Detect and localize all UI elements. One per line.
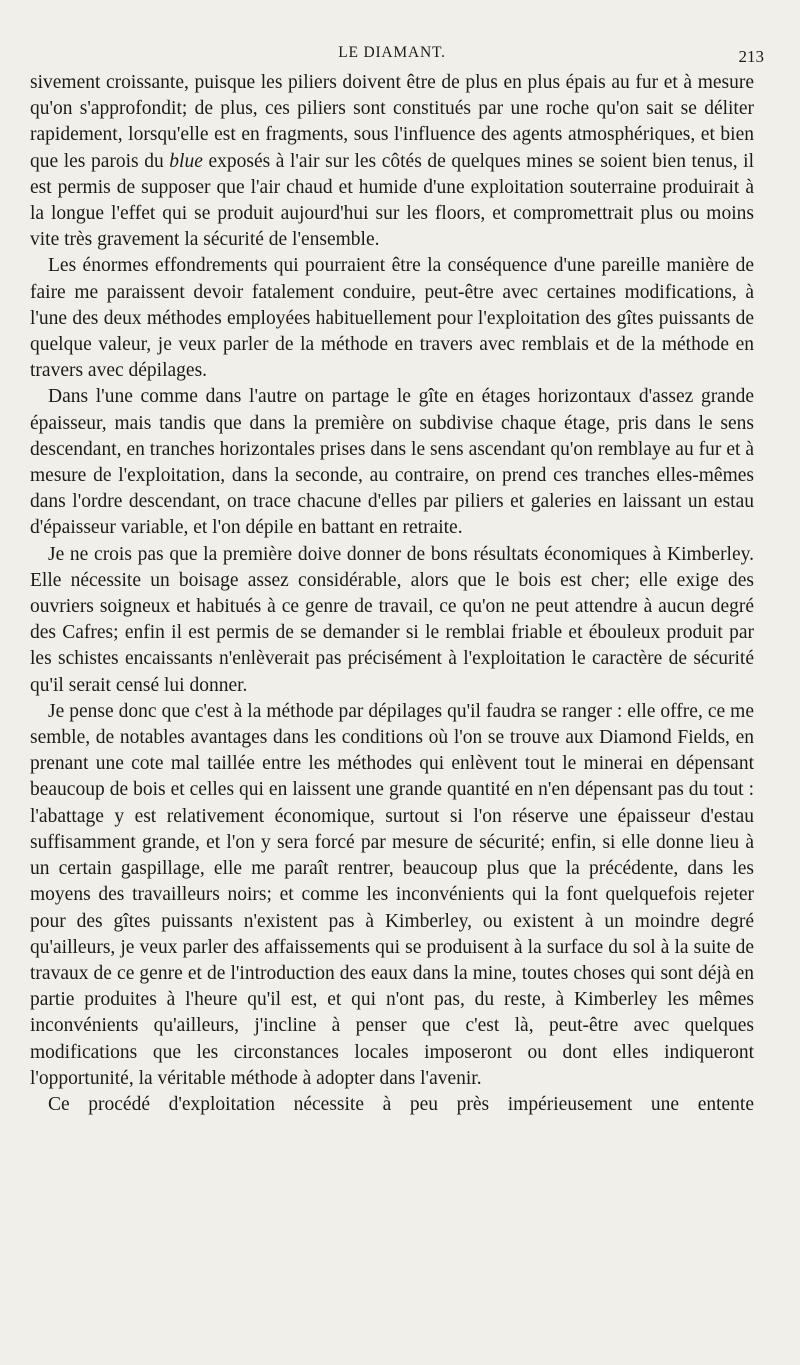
- paragraph-text-before: sivement croissante, puisque les piliers doivent être de plus en plus épais au fur et à mesure qu'on s'approfondit; de plus, ces piliers sont constitués par une roche qu'on sait se déliter rapidement, lorsqu'elle est en fragments, sous l'influence des agents atmosphériques, et bien que les parois du: [30, 72, 754, 172]
- running-header: [30, 0, 764, 70]
- paragraph-etages: Dans l'une comme dans l'autre on partage le gîte en étages horizontaux d'assez grande épaisseur, mais tandis que dans la première on subdivise chaque étage, pris dans le sens descendant, en tranches horizontales prises dans le sens ascendant qu'on remblaye au fur et à mesure de l'exploitation, dans la seconde, au contraire, on prend ces tranches elles-mêmes dans l'ordre descendant, on trace chacune d'elles par piliers et galeries en laissant un estau d'épaisseur variable, et l'on dépile en battant en retraite.: [30, 386, 754, 539]
- paragraph-depilages: Je pense donc que c'est à la méthode par dépilages qu'il faudra se ranger : elle offre, ce me semble, de notables avantages dans les conditions où l'on se trouve aux Diamond Fields, en prenant une cote mal taillée entre les méthodes qui enlèvent tout le minerai en dépensant beaucoup de bois et celles qui en laissent une grande quantité en n'en dépensant pas du tout : l'abattage y est relativement économique, surtout si l'on réserve une épaisseur d'estau suffisamment grande, et l'on y sera forcé par mesure de sécurité; enfin, si elle donne lieu à un certain gaspillage, elle me paraît rentrer, beaucoup plus que la précédente, dans les moyens des travailleurs noirs; et comme les inconvénients qui la font quelquefois rejeter pour des gîtes puissants n'existent pas à Kimberley, ou existent à un moindre degré qu'ailleurs, je veux parler des affaissements qui se produisent à la surface du sol à la suite de travaux de ce genre et de l'introduction des eaux dans la mine, toutes choses qui sont déjà en partie produites à l'heure qu'il est, et qui n'ont pas, du reste, à Kimberley les mêmes inconvénients qu'ailleurs, j'incline à penser que c'est là, peut-être avec quelques modifications que les circonstances locales imposeront ou dont elles indiqueront l'opportunité, la véritable méthode à adopter dans l'avenir.: [30, 700, 754, 1089]
- paragraph-kimberley: Je ne crois pas que la première doive donner de bons résultats économiques à Kimberley. Elle nécessite un boisage assez considérable, alors que le bois est cher; elle exige des ouvriers soigneux et habitués à ce genre de travail, ce qu'on ne peut attendre à aucun degré des Cafres; enfin il est permis de se demander si le remblai friable et ébouleux produit par les schistes encaissants n'enlèverait pas précisément à l'exploitation le caractère de sécurité qu'il serait censé lui donner.: [30, 543, 754, 696]
- emphasis-blue: blue: [169, 150, 203, 172]
- paragraph-procede: Ce procédé d'exploitation nécessite à peu près impérieusement une entente: [48, 1093, 754, 1115]
- running-title: LE DIAMANT.: [338, 44, 446, 61]
- body-text: [30, 70, 754, 1118]
- paragraph-continued: [30, 70, 754, 253]
- paragraph-effondrements: Les énormes effondrements qui pourraient être la conséquence d'une pareille manière de faire me paraissent devoir fatalement conduire, peut-être avec certaines modifications, à l'une des deux méthodes employées habituellement pour l'exploitation des gîtes puissants de quelque valeur, je veux parler de la méthode en travers avec remblais et de la méthode en travers avec dépilages.: [30, 255, 754, 382]
- paragraph-text-after: exposés à l'air sur les côtés de quelques mines se soient bien tenus, il est permis de supposer que l'air chaud et humide d'une exploitation souterraine produirait à la longue l'effet qui se produit aujourd'hui sur les floors, et compromettrait plus ou moins vite très gravement la sécurité de l'ensemble.: [30, 150, 754, 251]
- page-number: 213: [738, 47, 764, 66]
